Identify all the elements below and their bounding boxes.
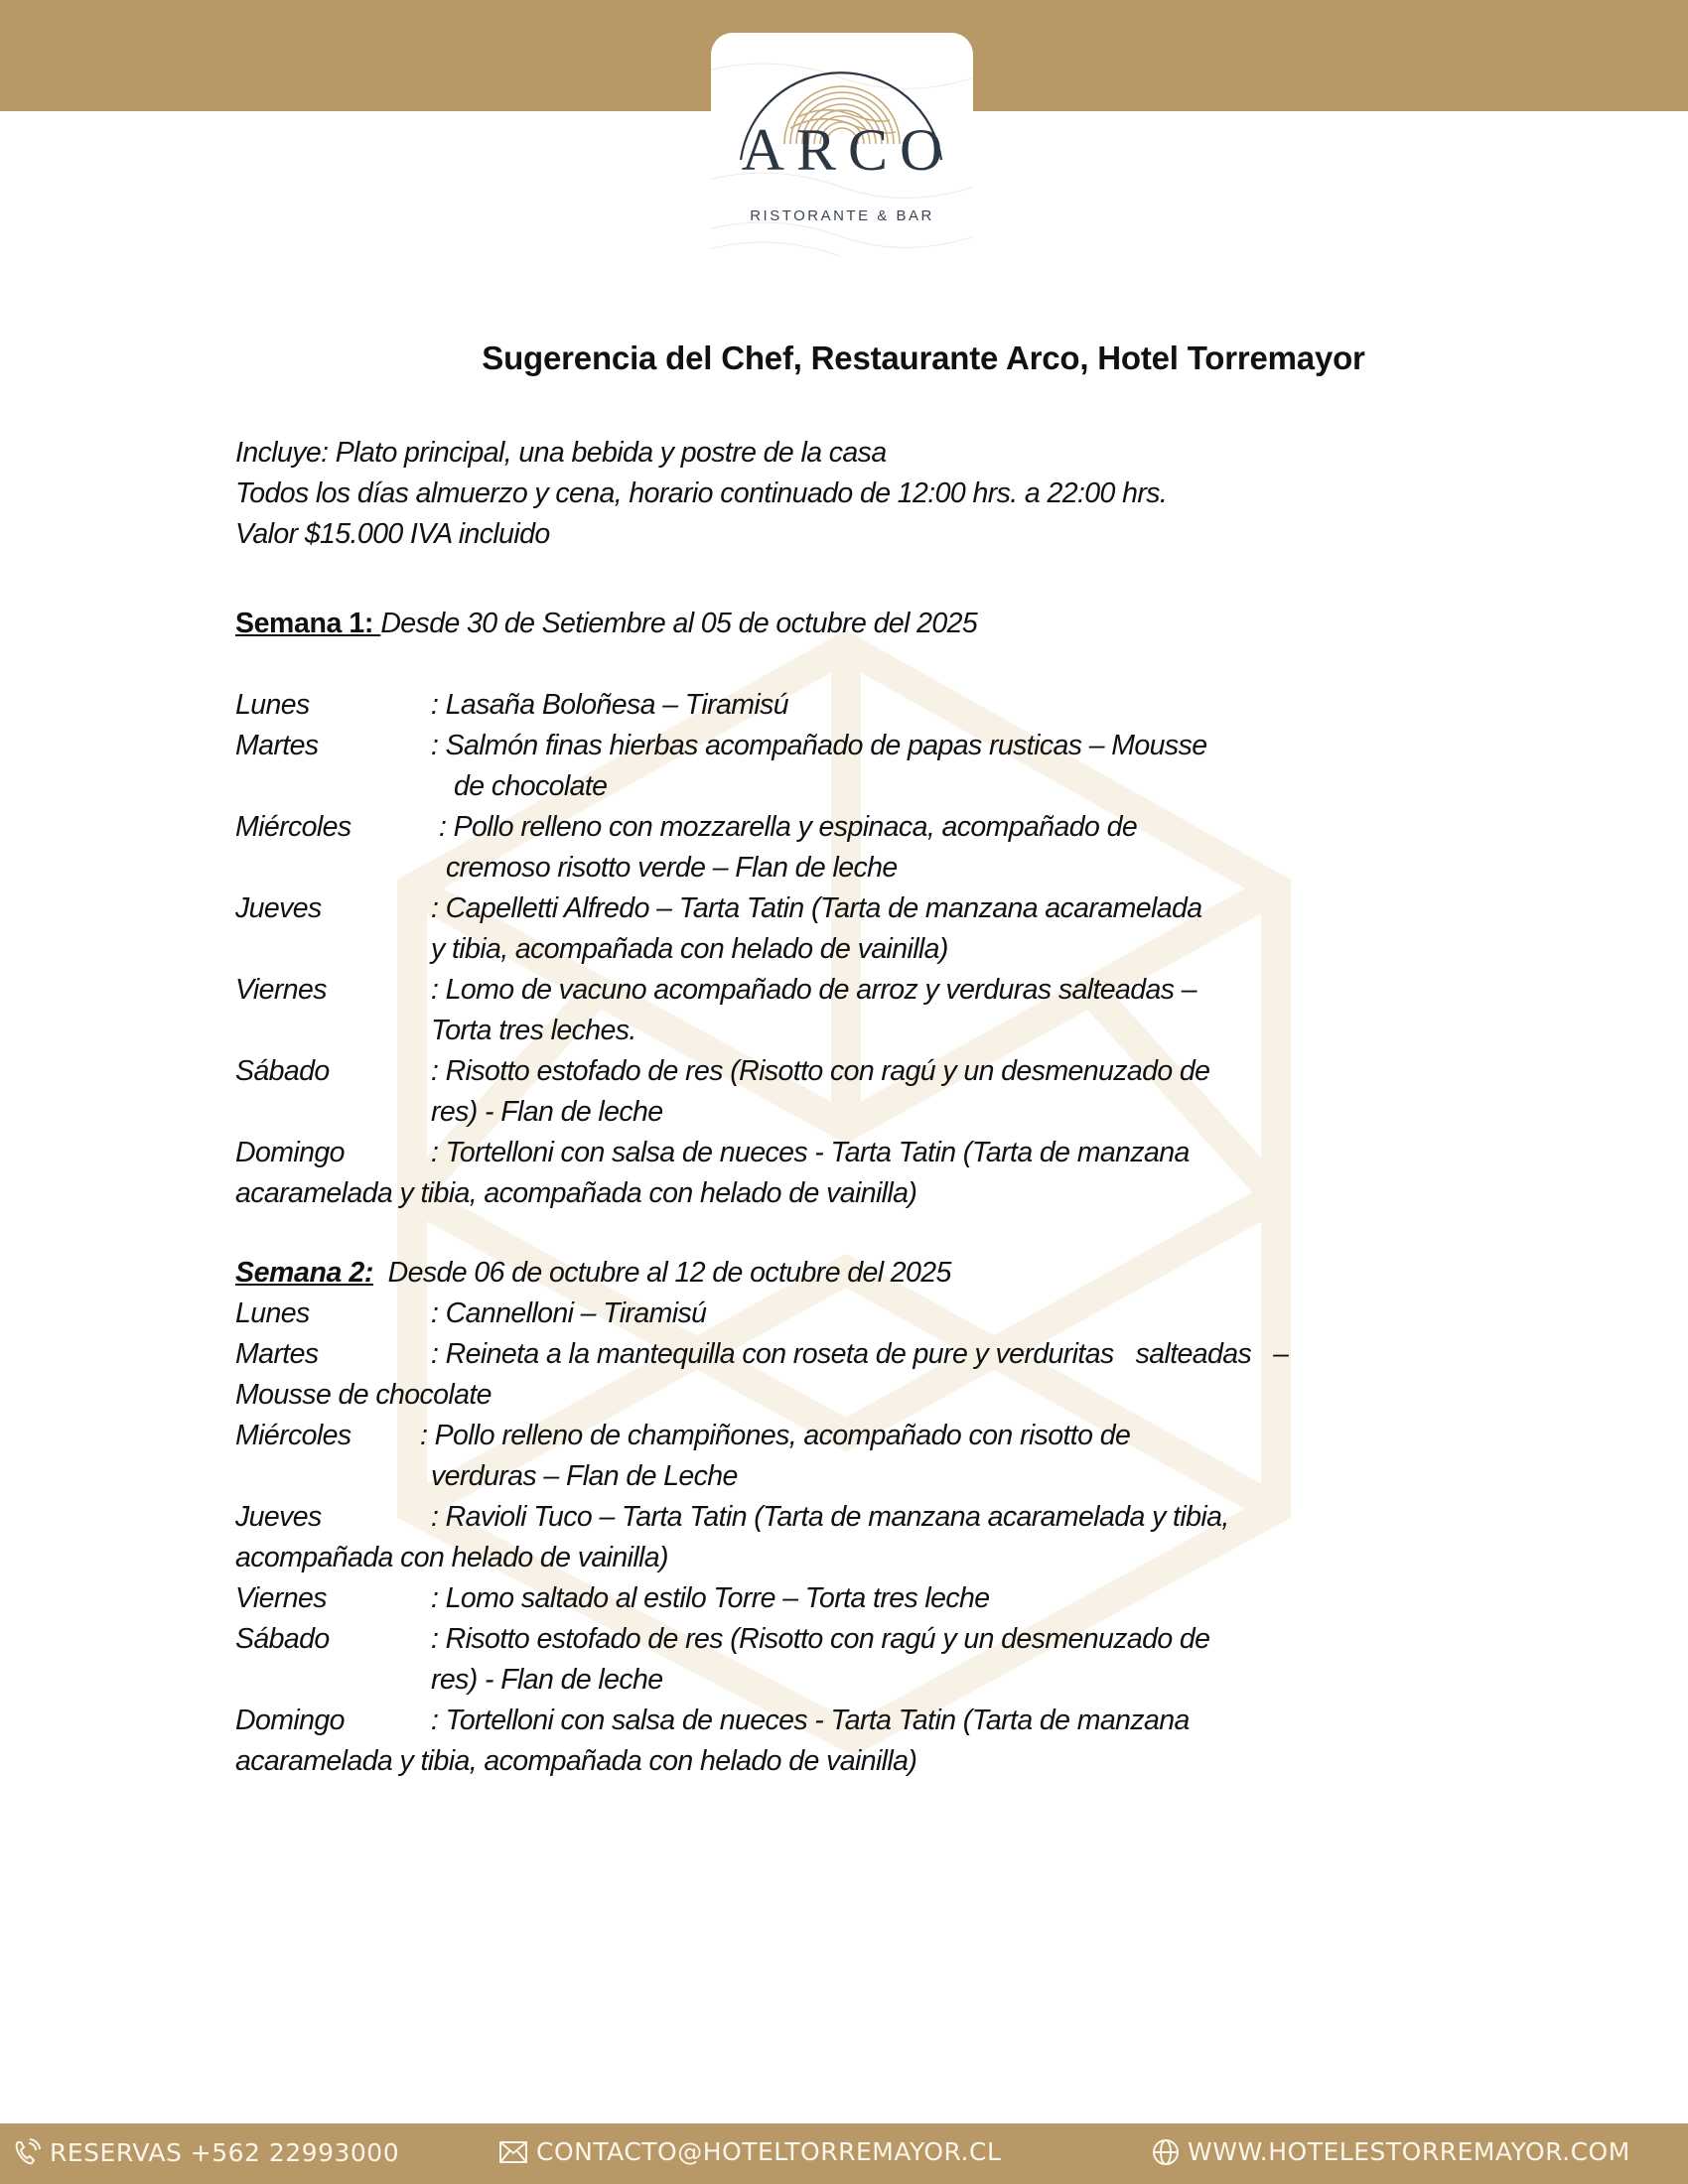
dish: : Pollo relleno de champiñones, acompañado con risotto de	[420, 1420, 1131, 1451]
week-2-heading	[235, 1253, 1288, 1294]
day-name: Sábado	[235, 1623, 330, 1655]
dish: : Lomo saltado al estilo Torre – Torta tres leche	[431, 1582, 990, 1614]
day-name: Martes	[235, 730, 319, 761]
dish: : Risotto estofado de res (Risotto con ragú y un desmenuzado de	[431, 1623, 1210, 1655]
week-2-label: Semana 2:	[235, 1257, 373, 1289]
week-1-day-martes	[235, 726, 1209, 807]
week-2-day-miercoles	[235, 1416, 1288, 1497]
dish-continued: Torta tres leches.	[431, 1015, 636, 1046]
week-1-range: Desde 30 de Setiembre al 05 de octubre del 2025	[380, 608, 978, 639]
footer-contacto[interactable]	[498, 2137, 1001, 2166]
dish: : Reineta a la mantequilla con roseta de pure y verduritas salteadas –	[431, 1338, 1289, 1370]
page-title: Sugerencia del Chef, Restaurante Arco, Hotel Torremayor	[482, 340, 1365, 376]
day-name: Domingo	[235, 1705, 345, 1736]
day-name: Viernes	[235, 1582, 327, 1614]
dish-continued: y tibia, acompañada con helado de vainilla)	[431, 933, 948, 965]
dish-continued: acaramelada y tibia, acompañada con helado de vainilla)	[235, 1745, 917, 1777]
phone-icon	[12, 2137, 42, 2167]
day-name: Jueves	[235, 892, 322, 924]
intro-price: Valor $15.000 IVA incluido	[235, 518, 550, 550]
week-1-day-miercoles	[235, 807, 1209, 888]
dish: : Lasaña Boloñesa – Tiramisú	[431, 689, 788, 721]
logo-subtitle: RISTORANTE & BAR	[750, 207, 934, 224]
day-name: Martes	[235, 1338, 319, 1370]
dish-continued: Mousse de chocolate	[235, 1379, 492, 1411]
week-2-section	[235, 1253, 1288, 1782]
week-1-section	[235, 604, 1209, 1214]
logo	[711, 33, 973, 256]
dish: : Cannelloni – Tiramisú	[431, 1297, 707, 1329]
week-1-heading	[235, 604, 1209, 644]
week-2-day-jueves	[235, 1497, 1288, 1578]
day-name: Domingo	[235, 1137, 345, 1168]
globe-icon	[1152, 2138, 1180, 2166]
dish: : Tortelloni con salsa de nueces - Tarta Tatin (Tarta de manzana	[431, 1705, 1190, 1736]
day-name: Lunes	[235, 1297, 310, 1329]
intro-includes: Incluye: Plato principal, una bebida y postre de la casa	[235, 437, 887, 469]
week-2-day-viernes	[235, 1578, 1288, 1619]
dish-continued: de chocolate	[454, 770, 608, 802]
dish: : Capelletti Alfredo – Tarta Tatin (Tarta de manzana acaramelada	[431, 892, 1202, 924]
dish-continued: res) - Flan de leche	[431, 1096, 663, 1128]
intro-block	[235, 433, 1167, 555]
dish: : Pollo relleno con mozzarella y espinaca, acompañado de	[439, 811, 1138, 843]
week-1-day-jueves	[235, 888, 1209, 970]
dish-continued: acompañada con helado de vainilla)	[235, 1542, 668, 1573]
week-1-day-viernes	[235, 970, 1209, 1051]
day-name: Miércoles	[235, 1420, 352, 1451]
dish: : Tortelloni con salsa de nueces - Tarta Tatin (Tarta de manzana	[431, 1137, 1190, 1168]
footer-reservas[interactable]	[12, 2137, 399, 2167]
dish: : Salmón finas hierbas acompañado de papas rusticas – Mousse	[431, 730, 1207, 761]
week-1-day-sabado	[235, 1051, 1209, 1133]
day-name: Jueves	[235, 1501, 322, 1533]
dish: : Ravioli Tuco – Tarta Tatin (Tarta de manzana acaramelada y tibia,	[431, 1501, 1229, 1533]
dish-continued: res) - Flan de leche	[431, 1664, 663, 1696]
dish-continued: cremoso risotto verde – Flan de leche	[446, 852, 898, 884]
mail-icon	[498, 2140, 528, 2164]
reservas-text: RESERVAS +562 22993000	[50, 2137, 400, 2167]
dish: : Lomo de vacuno acompañado de arroz y verduras salteadas –	[431, 974, 1197, 1006]
day-name: Lunes	[235, 689, 310, 721]
intro-schedule: Todos los días almuerzo y cena, horario continuado de 12:00 hrs. a 22:00 hrs.	[235, 478, 1168, 509]
week-2-day-domingo	[235, 1701, 1288, 1782]
footer-web[interactable]	[1152, 2137, 1630, 2166]
week-1-day-domingo	[235, 1133, 1209, 1214]
week-2-range: Desde 06 de octubre al 12 de octubre del 2025	[387, 1257, 951, 1289]
day-name: Viernes	[235, 974, 327, 1006]
week-2-day-martes	[235, 1334, 1288, 1416]
web-text: WWW.HOTELESTORREMAYOR.COM	[1188, 2137, 1630, 2166]
footer-band	[0, 2123, 1688, 2184]
day-name: Miércoles	[235, 811, 352, 843]
week-2-day-lunes	[235, 1294, 1288, 1334]
dish: : Risotto estofado de res (Risotto con ragú y un desmenuzado de	[431, 1055, 1210, 1087]
week-2-day-sabado	[235, 1619, 1288, 1701]
contacto-text: CONTACTO@HOTELTORREMAYOR.CL	[536, 2137, 1002, 2166]
dish-continued: verduras – Flan de Leche	[431, 1460, 738, 1492]
week-1-day-lunes	[235, 685, 1209, 726]
logo-wordmark: ARCO	[741, 117, 955, 183]
dish-continued: acaramelada y tibia, acompañada con helado de vainilla)	[235, 1177, 917, 1209]
day-name: Sábado	[235, 1055, 330, 1087]
week-1-label: Semana 1:	[235, 608, 373, 639]
